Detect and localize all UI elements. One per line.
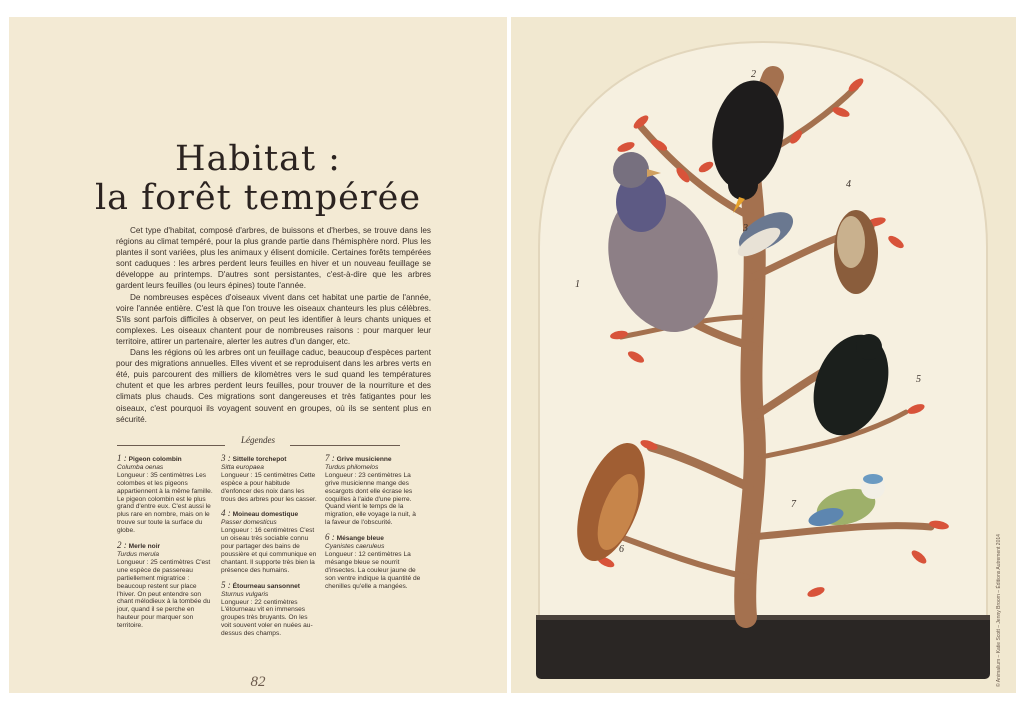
legend-column-2	[221, 455, 317, 645]
blue-tit-cap	[863, 474, 883, 484]
legend-divider-right	[290, 445, 400, 446]
legend-name: Merle noir	[128, 543, 161, 551]
legend-latin: Turdus philomelos	[325, 463, 379, 471]
legend-item	[117, 542, 213, 630]
legend-text: Longueur : 12 centimètres La mésange bleue se nourrit d'insectes. La couleur jaune de son ventre indique la quantité de chenilles qu'elle a mangées.	[325, 550, 421, 590]
legend-text: Longueur : 15 centimètres Cette espèce a pour habitude d'enfoncer des noix dans les trous des arbres pour les casser.	[221, 471, 317, 503]
credit-text: © Animalium – Katie Scott – Jenny Broom – Éditions Autrement 2014	[996, 534, 1002, 687]
legend-text: Longueur : 22 centimètres L'étourneau vit en immenses groupes très bruyants. On les voit souvent voler en nuées au-dessus des champs.	[221, 598, 313, 638]
legend-number: 3 :	[221, 453, 231, 463]
bird-sparrow	[834, 210, 878, 294]
legend-column-1	[117, 455, 213, 637]
copyright-credit	[996, 487, 1006, 693]
legend-item	[325, 534, 421, 590]
legend-text: Longueur : 23 centimètres La grive musicienne mange des escargots dont elle écrase les coquilles à l'aide d'une pierre. Quand vient le temps de la migration, elle voyage la nuit, à la faveur de l'obscurité.	[325, 471, 416, 527]
paragraph: De nombreuses espèces d'oiseaux vivent dans cet habitat une partie de l'année, voire l'année entière. C'est là que l'on trouve les oiseaux chanteurs les plus célèbres. S'ils sont parfois difficiles à observer, on peut les identifier à leurs chants uniques et complexes. Les oiseaux chantent pour de nombreuses raisons : pour marquer leur territoire, attirer un partenaire, alerter les autres d'un danger, etc.	[116, 292, 431, 346]
legend-item	[221, 455, 317, 503]
legend-divider-left	[117, 445, 225, 446]
legend-column-3	[325, 455, 421, 598]
legend-number: 5 :	[221, 579, 231, 590]
legend-item	[325, 455, 421, 527]
legend-latin: Sitta europaea	[221, 463, 264, 471]
starling-head	[856, 334, 882, 360]
legend-number: 2 :	[117, 540, 127, 551]
paragraph: Cet type d'habitat, composé d'arbres, de buissons et d'herbes, se trouve dans les régions au climat tempéré, pour la plus grande partie dans l'hémisphère nord. Plus les plantes il sont variées, plus les animaux y élisent domicile. Certaines forêts tempérées sont caduques : les arbres perdent leurs feuilles en hiver et un nouveau feuillage se développe au printemps. D'autres sont persistantes, c'est-à-dire que les arbres gardent leurs feuilles (ou leurs épines) toute l'année.	[116, 226, 431, 291]
sparrow-breast	[837, 216, 865, 268]
blackbird-head	[728, 170, 758, 200]
legend-name: Pigeon colombin	[128, 456, 182, 463]
body-text	[116, 225, 431, 425]
pigeon-head	[613, 152, 649, 188]
legend-item	[117, 455, 213, 535]
bird-label-2: 2	[751, 69, 756, 80]
bird-label-1: 1	[575, 279, 580, 290]
legend-name: Moineau domestique	[232, 511, 299, 519]
legend-name: Mésange bleue	[336, 535, 384, 543]
legend-item	[221, 579, 317, 638]
legend-latin: Cyanistes caeruleus	[325, 543, 385, 551]
legend-text: Longueur : 25 centimètres C'est une espèce de passereau partiellement migratrice : beaucoup restent sur place l'hiver. On peut entendre son chant mélodieux à la tombée du jour, quand il se perche en hauteur pour marquer son territoire.	[117, 558, 211, 630]
legend-latin: Sturnus vulgaris	[221, 590, 269, 598]
bird-label-6: 6	[619, 544, 624, 555]
bird-tree-illustration	[511, 17, 1016, 693]
bird-label-7: 7	[791, 499, 796, 510]
bird-label-5: 5	[916, 374, 921, 385]
legend-name: Sittelle torchepot	[232, 456, 287, 463]
legends-heading: Légendes	[241, 435, 275, 445]
dome-base-rim	[536, 615, 990, 620]
left-page	[9, 17, 507, 693]
legend-number: 6 :	[325, 532, 335, 543]
legend-name: Grive musicienne	[336, 456, 392, 463]
dome-base	[536, 615, 990, 679]
legend-number: 4 :	[221, 508, 231, 519]
legend-latin: Turdus merula	[117, 550, 160, 558]
legend-text: Longueur : 16 centimètres C'est un oiseau très sociable connu pour partager des bains de poussière et qui communique en chantant. Il supporte très bien la présence des humains.	[221, 527, 317, 574]
legend-number: 7 :	[325, 453, 335, 463]
legend-latin: Passer domesticus	[221, 519, 277, 527]
bird-label-4: 4	[846, 179, 851, 190]
page-title-line-1: Habitat :	[175, 139, 341, 179]
paragraph: Dans les régions où les arbres ont un feuillage caduc, beaucoup d'espèces partent pour des migrations annuelles. Elles vivent et se reproduisent dans les arbres verts en été, puis parcourent des milliers de kilomètres vers le sud quand les températures chutent et que les arbres perdent leurs feuilles, pour trouver de la nourriture et des climats plus chauds. Ces migrations sont dangereuses et très fatigantes pour les oiseaux, c'est pourquoi ils voyagent souvent en groupes, où ils se sentent plus en sécurité.	[116, 348, 431, 424]
legend-item	[221, 510, 317, 574]
page-title-line-2: la forêt tempérée	[94, 178, 422, 218]
bird-label-3: 3	[743, 223, 748, 234]
right-page-illustration	[511, 17, 1016, 693]
legend-text: Longueur : 35 centimètres Les colombes et les pigeons appartiennent à la même famille. Le pigeon colombin est le plus grand d'entre eux. C'est aussi le plus rare en nombre, mais on le trouve sur toute la surface du globe.	[117, 471, 213, 535]
page-number: 82	[250, 674, 266, 690]
legend-name: Étourneau sansonnet	[232, 582, 301, 590]
legend-latin: Columba oenas	[117, 463, 164, 471]
legend-number: 1 :	[117, 453, 127, 463]
